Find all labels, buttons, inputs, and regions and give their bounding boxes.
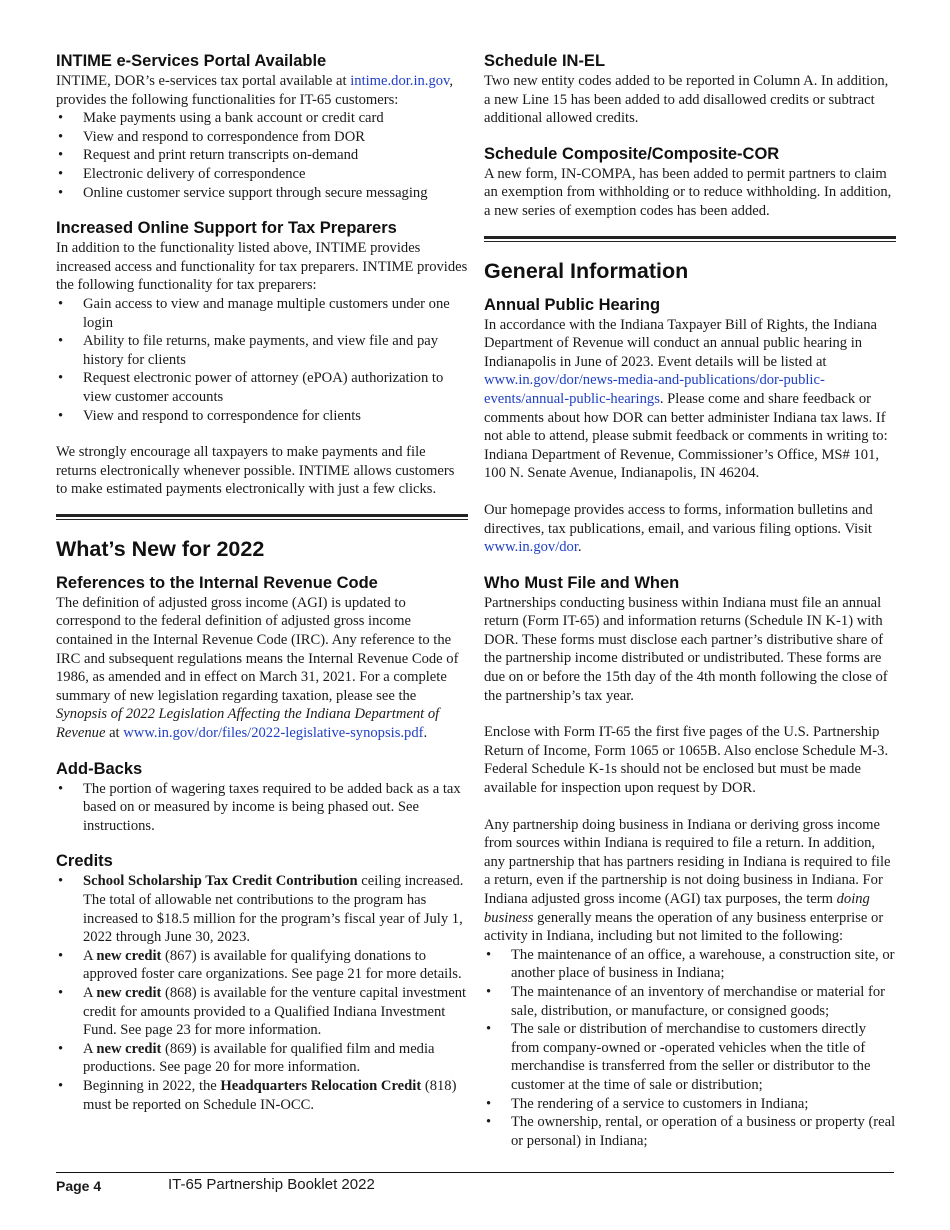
list-item: • Online customer service support through secure messaging (56, 184, 468, 203)
intime-intro-text: INTIME, DOR’s e-services tax portal available at (56, 73, 351, 89)
homepage-link[interactable]: www.in.gov/dor (484, 539, 578, 556)
credit-prefix: A (83, 984, 97, 1001)
list-item: • The sale or distribution of merchandise to customers directly from company-owned or -operated vehicles when the title of merchandise is transferred from the seller or distributor to the customer at the time of sale or distribution; (484, 1020, 896, 1094)
irc-section (56, 574, 468, 743)
addbacks-section (56, 760, 468, 836)
intime-heading: INTIME e-Services Portal Available (56, 52, 327, 70)
addbacks-heading: Add-Backs (56, 759, 143, 778)
preparers-section (56, 219, 468, 499)
hearing-text-end: . Please come and share feedback or comments about how DOR can better administer Indiana tax laws. If not able to attend, please submit feedback or comments in writing to: Indiana Department of Revenue, Commissioner’s Office, MS# 101, 100 N. Senate Avenue, Indianapolis, IN 46204. (484, 390, 888, 482)
intime-intro-text-end: , provides the following functionalities for IT-65 customers: (56, 73, 454, 108)
hearing-link[interactable]: www.in.gov/dor/news-media-and-publications/dor-public-events/annual-public-hearings (484, 372, 825, 407)
schedule-el-text: Two new entity codes added to be reported in Column A. In addition, a new Line 15 has been added to add disallowed credits or subtract additional allowed credits. (484, 73, 889, 127)
hearing-text (484, 316, 896, 483)
left-column (56, 52, 468, 1114)
hearing-text-body: In accordance with the Indiana Taxpayer Bill of Rights, the Indiana Department of Revenue will conduct an annual public hearing in Indianapolis in June of 2023. Event details will be listed at (484, 316, 878, 370)
list-item: • Make payments using a bank account or credit card (56, 109, 468, 128)
preparers-heading: Increased Online Support for Tax Preparers (56, 219, 397, 238)
intime-intro (56, 72, 468, 109)
synopsis-title: Synopsis of 2022 Legislation Affecting the Indiana Department of Revenue (56, 706, 440, 742)
irc-end: . (423, 725, 428, 742)
who-must-file-para1: Partnerships conducting business within Indiana must file an annual return (Form IT-65) and information returns (Schedule IN K-1) with DOR. These forms must disclose each partner’s distributive share of the partnership income distributed or undistributed. These forms are due on or before the 15th day of the 4th month following the close of the partnership’s tax year. (484, 594, 888, 704)
credit-prefix: A (83, 947, 97, 964)
list-item: • Request and print return transcripts on-demand (56, 146, 468, 165)
list-item: • View and respond to correspondence from DOR (56, 128, 468, 147)
list-item: • The ownership, rental, or operation of a business or property (real or personal) in Indiana; (484, 1113, 896, 1150)
schedule-el-section (484, 52, 896, 128)
hearing-heading: Annual Public Hearing (484, 295, 661, 314)
credit-text: (868) is available for the venture capital investment credit for amounts provided to a Qualified Indiana Investment Fund. See page 23 for more information. (83, 984, 467, 1039)
intime-section (56, 52, 468, 202)
page-footer (56, 1172, 894, 1194)
intime-link[interactable]: intime.dor.in.gov (350, 73, 450, 89)
credits-section (56, 852, 468, 1114)
irc-at: at (105, 725, 124, 742)
para3-text-end: generally means the operation of any business enterprise or activity in Indiana, including but not limited to the following: (484, 909, 884, 945)
schedule-composite-text: A new form, IN-COMPA, has been added to permit partners to claim an exemption from withholding or to reduce withholding. In addition, a new series of exemption codes has been added. (484, 165, 892, 219)
list-item (56, 1040, 468, 1077)
list-item: • Electronic delivery of correspondence (56, 165, 468, 184)
irc-heading: References to the Internal Revenue Code (56, 573, 378, 592)
list-item: • Ability to file returns, make payments, and view file and pay history for clients (56, 332, 468, 369)
credits-list (56, 872, 468, 1114)
list-item (56, 1077, 468, 1114)
who-must-file-heading: Who Must File and When (484, 573, 680, 592)
schedule-composite-heading: Schedule Composite/Composite-COR (484, 144, 780, 163)
credit-text: (818) must be reported on Schedule IN-OCC. (83, 1077, 457, 1113)
list-item (56, 984, 468, 1040)
right-column (484, 52, 896, 1150)
para3-text: Any partnership doing business in Indiana or deriving gross income from sources within Indiana is required to file a return. In addition, any partnership that has partners residing in Indiana is required to file a return, even if the partnership is not doing business in Indiana. For Indiana adjusted gross income (AGI) tax purposes, the term (484, 816, 891, 907)
general-info-title: General Information (484, 258, 689, 283)
who-must-file-para3 (484, 816, 896, 946)
list-item: • The maintenance of an inventory of merchandise or material for sale, distribution, or manufacture, or consigned goods; (484, 983, 896, 1020)
who-must-file-para2: Enclose with Form IT-65 the first five pages of the U.S. Partnership Return of Income, Form 1065 or 1065B. Also enclose Schedule M-3. Federal Schedule K-1s should not be enclosed but must be made available for inspection upon request by DOR. (484, 724, 889, 797)
homepage-text (484, 501, 896, 557)
page-number: Page 4 (56, 1178, 102, 1194)
credit-text: ceiling increased. The total of allowable net contributions to the program has increased to $18.5 million for the program’s fiscal year of July 1, 2022 through June 30, 2023. (83, 873, 464, 946)
list-item (56, 947, 468, 984)
credit-prefix: Beginning in 2022, the (83, 1077, 221, 1094)
section-divider (56, 514, 468, 520)
credit-name: new credit (96, 1040, 162, 1057)
list-item: • Gain access to view and manage multiple customers under one login (56, 295, 468, 332)
intime-list (56, 109, 468, 202)
booklet-title: IT-65 Partnership Booklet 2022 (168, 1176, 375, 1193)
credit-name: School Scholarship Tax Credit Contribution (83, 873, 358, 890)
list-item: • The maintenance of an office, a warehouse, a construction site, or another place of business in Indiana; (484, 946, 896, 983)
credits-heading: Credits (56, 852, 113, 871)
credit-name: new credit (96, 984, 162, 1001)
irc-text (56, 594, 468, 743)
irc-text-body: The definition of adjusted gross income (AGI) is updated to correspond to the federal definition of adjusted gross income contained in the Internal Revenue Code (IRC). Any reference to the IRC and subsequent regulations means the Internal Revenue Code of 1986, as amended and in effect on March 31, 2021. For a complete summary of new legislation regarding taxation, please see the (56, 594, 459, 704)
list-item (56, 872, 468, 946)
doing-business-list (484, 946, 896, 1151)
homepage-text-body: Our homepage provides access to forms, information bulletins and directives, tax publications, email, and various filing options. Visit (484, 501, 873, 537)
schedule-composite-section (484, 145, 896, 221)
homepage-text-end: . (577, 539, 582, 556)
credit-name: new credit (96, 947, 162, 964)
addbacks-list (56, 780, 468, 836)
section-divider (484, 236, 896, 242)
synopsis-link[interactable]: www.in.gov/dor/files/2022-legislative-synopsis.pdf (123, 725, 424, 742)
credit-text: (869) is available for qualified film and media productions. See page 20 for more information. (83, 1040, 435, 1076)
preparers-list (56, 295, 468, 425)
list-item: • The rendering of a service to customers in Indiana; (484, 1095, 896, 1114)
preparers-intro: In addition to the functionality listed above, INTIME provides increased access and functionality for tax preparers. INTIME provides the following functionality for tax preparers: (56, 240, 468, 294)
hearing-section (484, 296, 896, 557)
list-item: • Request electronic power of attorney (ePOA) authorization to view customer accounts (56, 369, 468, 406)
whats-new-title: What’s New for 2022 (56, 536, 265, 561)
list-item: • View and respond to correspondence for clients (56, 407, 468, 426)
schedule-el-heading: Schedule IN-EL (484, 52, 606, 70)
list-item: • The portion of wagering taxes required to be added back as a tax based on or measured by income is being phased out. See instructions. (56, 780, 468, 836)
credit-name: Headquarters Relocation Credit (220, 1077, 422, 1094)
credit-prefix: A (83, 1040, 97, 1057)
doing-business-term: doing business (484, 891, 870, 926)
credit-text: (867) is available for qualifying donations to approved foster care organizations. See page 21 for more details. (83, 947, 462, 983)
preparers-closing: We strongly encourage all taxpayers to make payments and file returns electronically whenever possible. INTIME allows customers to make estimated payments electronically with just a few clicks. (56, 444, 455, 498)
who-must-file-section (484, 574, 896, 1151)
